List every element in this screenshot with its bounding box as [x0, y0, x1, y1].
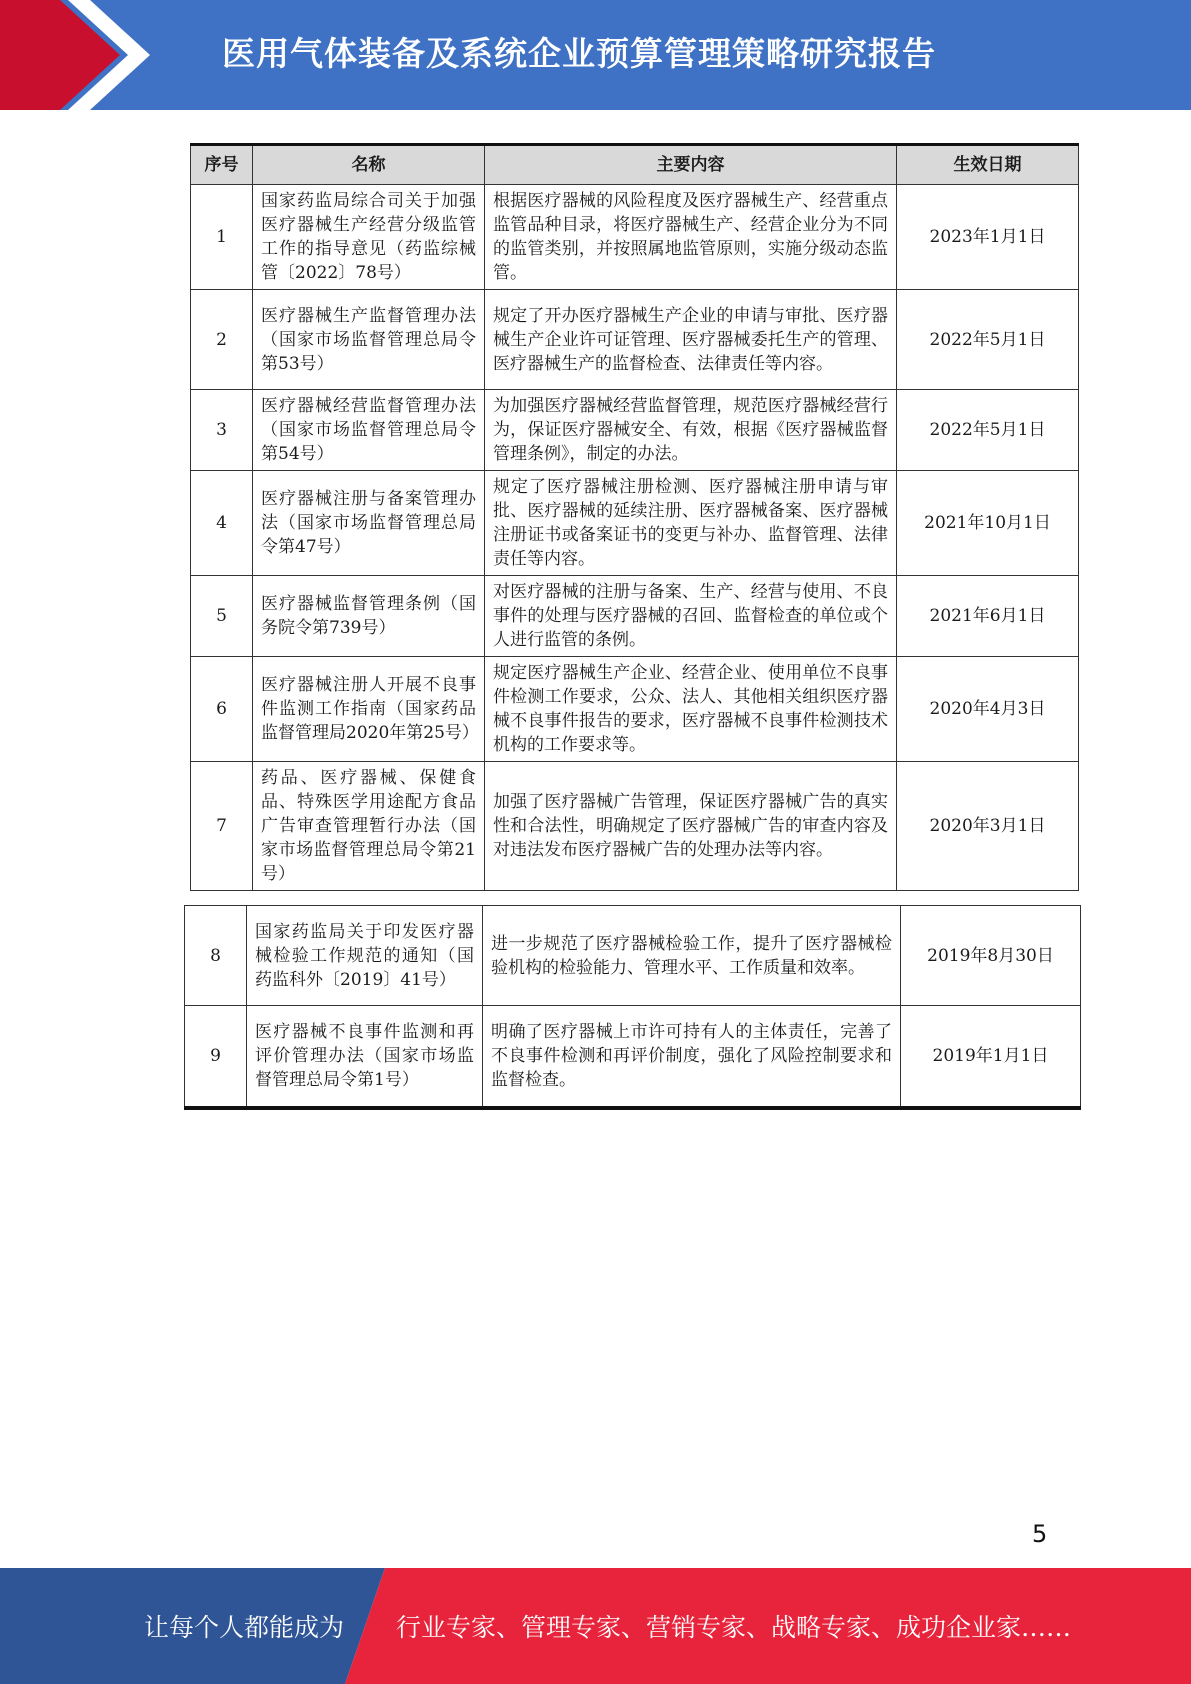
regulation-name: 医疗器械监督管理条例（国务院令第739号）: [253, 576, 485, 657]
effective-date: 2019年1月1日: [901, 1006, 1081, 1108]
regulation-name: 国家药监局综合司关于加强医疗器械生产经营分级监管工作的指导意见（药监综械管〔2022〕78号）: [253, 185, 485, 290]
effective-date: 2022年5月1日: [897, 290, 1079, 390]
table-row: [191, 576, 1079, 657]
table-row: [191, 390, 1079, 471]
regulation-content: 规定了开办医疗器械生产企业的申请与审批、医疗器械生产企业许可证管理、医疗器械委托生产的管理、医疗器械生产的监督检查、法律责任等内容。: [485, 290, 897, 390]
row-number: 8: [185, 906, 247, 1006]
footer-slogan-left: 让每个人都能成为: [144, 1613, 345, 1642]
column-header-no: 序号: [191, 145, 253, 185]
header-chevron-decoration: [0, 0, 160, 110]
column-header-name: 名称: [253, 145, 485, 185]
page-number: 5: [1032, 1520, 1048, 1548]
column-header-date: 生效日期: [897, 145, 1079, 185]
effective-date: 2020年3月1日: [897, 762, 1079, 891]
row-number: 9: [185, 1006, 247, 1108]
table-row: [191, 762, 1079, 891]
regulation-content: 对医疗器械的注册与备案、生产、经营与使用、不良事件的处理与医疗器械的召回、监督检查的单位或个人进行监管的条例。: [485, 576, 897, 657]
row-number: 1: [191, 185, 253, 290]
table-row: [185, 1006, 1081, 1108]
table-row: [185, 906, 1081, 1006]
regulation-name: 医疗器械不良事件监测和再评价管理办法（国家市场监督管理总局令第1号）: [247, 1006, 483, 1108]
regulation-content: 规定医疗器械生产企业、经营企业、使用单位不良事件检测工作要求，公众、法人、其他相关组织医疗器械不良事件报告的要求，医疗器械不良事件检测技术机构的工作要求等。: [485, 657, 897, 762]
effective-date: 2020年4月3日: [897, 657, 1079, 762]
regulation-name: 医疗器械生产监督管理办法（国家市场监督管理总局令第53号）: [253, 290, 485, 390]
table-header-row: [191, 145, 1079, 185]
row-number: 5: [191, 576, 253, 657]
table-row: [191, 290, 1079, 390]
regulation-name: 医疗器械注册人开展不良事件监测工作指南（国家药品监督管理局2020年第25号）: [253, 657, 485, 762]
effective-date: 2019年8月30日: [901, 906, 1081, 1006]
effective-date: 2023年1月1日: [897, 185, 1079, 290]
regulations-table: [190, 143, 1079, 891]
regulation-content: 进一步规范了医疗器械检验工作，提升了医疗器械检验机构的检验能力、管理水平、工作质量和效率。: [483, 906, 901, 1006]
regulation-content: 加强了医疗器械广告管理，保证医疗器械广告的真实性和合法性，明确规定了医疗器械广告的审查内容及对违法发布医疗器械广告的处理办法等内容。: [485, 762, 897, 891]
report-title: 医用气体装备及系统企业预算管理策略研究报告: [222, 34, 936, 73]
page-header: [0, 0, 1191, 110]
footer-slogan-right: 行业专家、管理专家、营销专家、战略专家、成功企业家……: [396, 1613, 1072, 1642]
page-footer: [0, 1568, 1191, 1684]
table-row: [191, 471, 1079, 576]
table-row: [191, 657, 1079, 762]
effective-date: 2022年5月1日: [897, 390, 1079, 471]
regulation-content: 根据医疗器械的风险程度及医疗器械生产、经营重点监管品种目录，将医疗器械生产、经营企业分为不同的监管类别，并按照属地监管原则，实施分级动态监管。: [485, 185, 897, 290]
row-number: 2: [191, 290, 253, 390]
regulation-content: 规定了医疗器械注册检测、医疗器械注册申请与审批、医疗器械的延续注册、医疗器械备案、医疗器械注册证书或备案证书的变更与补办、监督管理、法律责任等内容。: [485, 471, 897, 576]
effective-date: 2021年10月1日: [897, 471, 1079, 576]
regulations-table-continued: [184, 905, 1081, 1110]
regulation-content: 为加强医疗器械经营监督管理，规范医疗器械经营行为，保证医疗器械安全、有效，根据《医疗器械监督管理条例》，制定的办法。: [485, 390, 897, 471]
row-number: 7: [191, 762, 253, 891]
effective-date: 2021年6月1日: [897, 576, 1079, 657]
row-number: 4: [191, 471, 253, 576]
regulation-name: 药品、医疗器械、保健食品、特殊医学用途配方食品广告审查管理暂行办法（国家市场监督管理总局令第21号）: [253, 762, 485, 891]
regulation-name: 医疗器械经营监督管理办法（国家市场监督管理总局令第54号）: [253, 390, 485, 471]
column-header-content: 主要内容: [485, 145, 897, 185]
regulation-content: 明确了医疗器械上市许可持有人的主体责任，完善了不良事件检测和再评价制度，强化了风险控制要求和监督检查。: [483, 1006, 901, 1108]
row-number: 3: [191, 390, 253, 471]
regulation-name: 医疗器械注册与备案管理办法（国家市场监督管理总局令第47号）: [253, 471, 485, 576]
row-number: 6: [191, 657, 253, 762]
table-row: [191, 185, 1079, 290]
regulation-name: 国家药监局关于印发医疗器械检验工作规范的通知（国药监科外〔2019〕41号）: [247, 906, 483, 1006]
